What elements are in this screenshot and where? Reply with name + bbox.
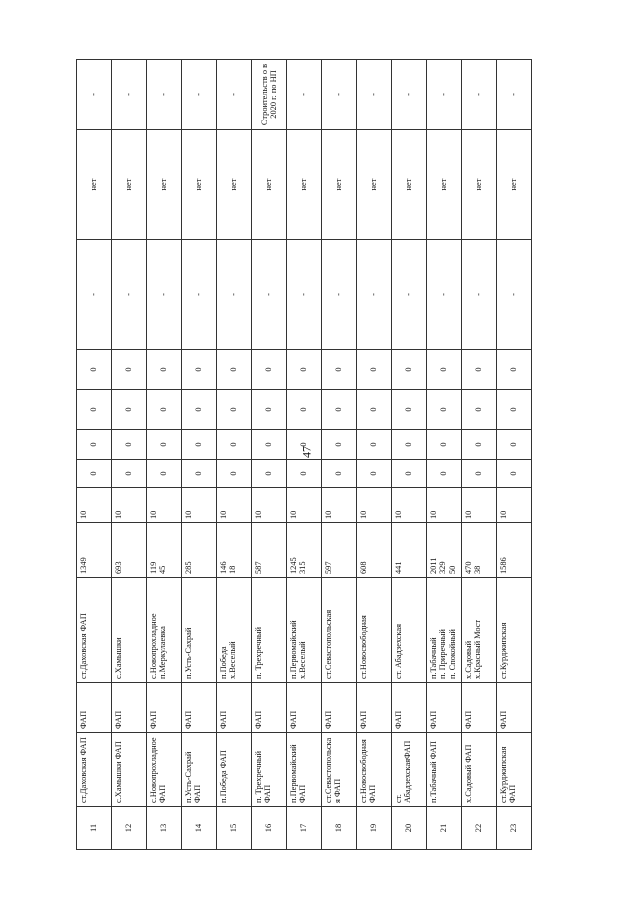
facilities-table [76, 59, 532, 850]
facility-type: ФАП [462, 683, 497, 733]
note-cell: - [182, 60, 217, 130]
dash-cell: - [112, 240, 147, 350]
value-cell: 0 [217, 350, 252, 390]
value-cell: 0 [497, 460, 532, 488]
value-cell: 0 [357, 350, 392, 390]
row-number: 20 [392, 807, 427, 850]
dash-cell: - [287, 240, 322, 350]
table-row [217, 60, 252, 850]
dash-cell: - [77, 240, 112, 350]
population: 441 [392, 523, 427, 578]
table-container [76, 60, 613, 850]
value-cell: 0 [392, 350, 427, 390]
capacity: 10 [147, 488, 182, 523]
value-cell: 0 [252, 430, 287, 460]
served-settlements: п. Трехречный [252, 578, 287, 683]
value-cell: 0 [182, 350, 217, 390]
row-number: 18 [322, 807, 357, 850]
row-number: 17 [287, 807, 322, 850]
served-settlements: ст.Даховская ФАП [77, 578, 112, 683]
facility-name: п.Первомайский ФАП [287, 733, 322, 807]
row-number: 16 [252, 807, 287, 850]
population: 2011 329 50 [427, 523, 462, 578]
facility-name: п.Усть-Сахрай ФАП [182, 733, 217, 807]
table-row [252, 60, 287, 850]
facility-name: х.Садовый ФАП [462, 733, 497, 807]
served-settlements: п.Усть-Сахрай [182, 578, 217, 683]
note-cell: - [147, 60, 182, 130]
table-row [287, 60, 322, 850]
served-settlements: х.Садовый х.Красный Мост [462, 578, 497, 683]
status-cell: нет [392, 130, 427, 240]
value-cell: 0 [392, 390, 427, 430]
row-number: 22 [462, 807, 497, 850]
status-cell: нет [497, 130, 532, 240]
facility-name: п.Победа ФАП [217, 733, 252, 807]
table-row [427, 60, 462, 850]
status-cell: нет [217, 130, 252, 240]
table-row [182, 60, 217, 850]
capacity: 10 [217, 488, 252, 523]
row-number: 21 [427, 807, 462, 850]
value-cell: 0 [182, 430, 217, 460]
capacity: 10 [112, 488, 147, 523]
value-cell: 0 [322, 430, 357, 460]
status-cell: нет [322, 130, 357, 240]
value-cell: 0 [182, 390, 217, 430]
value-cell: 0 [217, 390, 252, 430]
facility-type: ФАП [287, 683, 322, 733]
dash-cell: - [392, 240, 427, 350]
facility-name: ст.Севастопольска я ФАП [322, 733, 357, 807]
status-cell: нет [112, 130, 147, 240]
facility-name: п. Трехречный ФАП [252, 733, 287, 807]
value-cell: 0 [112, 390, 147, 430]
served-settlements: п.Победа х.Веселый [217, 578, 252, 683]
status-cell: нет [147, 130, 182, 240]
dash-cell: - [322, 240, 357, 350]
value-cell: 0 [462, 350, 497, 390]
facility-type: ФАП [147, 683, 182, 733]
value-cell: 0 [217, 460, 252, 488]
value-cell: 0 [497, 390, 532, 430]
value-cell: 0 [147, 350, 182, 390]
row-number: 11 [77, 807, 112, 850]
population: 470 38 [462, 523, 497, 578]
note-cell: - [322, 60, 357, 130]
capacity: 10 [182, 488, 217, 523]
value-cell: 0 [287, 390, 322, 430]
value-cell: 0 [322, 390, 357, 430]
capacity: 10 [427, 488, 462, 523]
value-cell: 0 [357, 430, 392, 460]
note-cell: - [357, 60, 392, 130]
table-row [497, 60, 532, 850]
row-number: 13 [147, 807, 182, 850]
capacity: 10 [252, 488, 287, 523]
served-settlements: ст.Курджипская [497, 578, 532, 683]
value-cell: 0 [322, 460, 357, 488]
value-cell: 0 [287, 430, 322, 460]
note-cell: - [497, 60, 532, 130]
facility-type: ФАП [497, 683, 532, 733]
value-cell: 0 [392, 460, 427, 488]
value-cell: 0 [77, 460, 112, 488]
served-settlements: ст.Новосвободная [357, 578, 392, 683]
status-cell: нет [252, 130, 287, 240]
dash-cell: - [357, 240, 392, 350]
note-cell: - [77, 60, 112, 130]
served-settlements: п.Первомайский х.Веселый [287, 578, 322, 683]
table-row [392, 60, 427, 850]
status-cell: нет [77, 130, 112, 240]
row-number: 14 [182, 807, 217, 850]
status-cell: нет [287, 130, 322, 240]
facility-type: ФАП [112, 683, 147, 733]
population: 146 18 [217, 523, 252, 578]
note-cell: - [112, 60, 147, 130]
facility-type: ФАП [252, 683, 287, 733]
population: 119 45 [147, 523, 182, 578]
capacity: 10 [77, 488, 112, 523]
table-row [112, 60, 147, 850]
value-cell: 0 [252, 350, 287, 390]
value-cell: 0 [147, 390, 182, 430]
note-cell: - [217, 60, 252, 130]
value-cell: 0 [252, 460, 287, 488]
served-settlements: ст. Абадзехская [392, 578, 427, 683]
served-settlements: п.Табачный п. Приречный п. Спокойный [427, 578, 462, 683]
table-row [462, 60, 497, 850]
facility-type: ФАП [322, 683, 357, 733]
population: 608 [357, 523, 392, 578]
row-number: 19 [357, 807, 392, 850]
facility-name: ст.Новосвободная ФАП [357, 733, 392, 807]
facility-type: ФАП [217, 683, 252, 733]
dash-cell: - [462, 240, 497, 350]
dash-cell: - [147, 240, 182, 350]
served-settlements: с.Новопрохладное п.Меркулаевка [147, 578, 182, 683]
status-cell: нет [462, 130, 497, 240]
table-row [147, 60, 182, 850]
status-cell: нет [182, 130, 217, 240]
capacity: 10 [462, 488, 497, 523]
value-cell: 0 [357, 460, 392, 488]
value-cell: 0 [462, 390, 497, 430]
facility-name: п.Табачный ФАП [427, 733, 462, 807]
served-settlements: ст.Севастопольская [322, 578, 357, 683]
population: 1245 315 [287, 523, 322, 578]
value-cell: 0 [112, 430, 147, 460]
dash-cell: - [217, 240, 252, 350]
value-cell: 0 [147, 460, 182, 488]
dash-cell: - [182, 240, 217, 350]
value-cell: 0 [287, 350, 322, 390]
capacity: 10 [287, 488, 322, 523]
facility-type: ФАП [392, 683, 427, 733]
note-cell: Строительств о в 2020 г. по НП [252, 60, 287, 130]
note-cell: - [462, 60, 497, 130]
row-number: 15 [217, 807, 252, 850]
value-cell: 0 [357, 390, 392, 430]
dash-cell: - [427, 240, 462, 350]
population: 285 [182, 523, 217, 578]
value-cell: 0 [77, 430, 112, 460]
value-cell: 0 [497, 430, 532, 460]
value-cell: 0 [322, 350, 357, 390]
value-cell: 0 [427, 350, 462, 390]
table-row [322, 60, 357, 850]
dash-cell: - [252, 240, 287, 350]
facility-type: ФАП [182, 683, 217, 733]
facility-type: ФАП [427, 683, 462, 733]
dash-cell: - [497, 240, 532, 350]
served-settlements: с.Хамышки [112, 578, 147, 683]
value-cell: 0 [182, 460, 217, 488]
facility-name: с.Новопрохладное ФАП [147, 733, 182, 807]
table-row [77, 60, 112, 850]
value-cell: 0 [77, 390, 112, 430]
row-number: 12 [112, 807, 147, 850]
value-cell: 0 [112, 350, 147, 390]
capacity: 10 [497, 488, 532, 523]
value-cell: 0 [77, 350, 112, 390]
facility-name: с.Хамышки ФАП [112, 733, 147, 807]
value-cell: 0 [462, 430, 497, 460]
value-cell: 0 [497, 350, 532, 390]
value-cell: 0 [287, 460, 322, 488]
facility-type: ФАП [357, 683, 392, 733]
value-cell: 0 [427, 430, 462, 460]
facility-name: ст.Даховская ФАП [77, 733, 112, 807]
facility-type: ФАП [77, 683, 112, 733]
value-cell: 0 [392, 430, 427, 460]
value-cell: 0 [112, 460, 147, 488]
status-cell: нет [357, 130, 392, 240]
capacity: 10 [357, 488, 392, 523]
facility-name: ст. АбадзехскаяФАП [392, 733, 427, 807]
population: 693 [112, 523, 147, 578]
row-number: 23 [497, 807, 532, 850]
value-cell: 0 [427, 390, 462, 430]
capacity: 10 [322, 488, 357, 523]
population: 1586 [497, 523, 532, 578]
facility-name: ст.Курджипская ФАП [497, 733, 532, 807]
note-cell: - [427, 60, 462, 130]
capacity: 10 [392, 488, 427, 523]
table-row [357, 60, 392, 850]
note-cell: - [392, 60, 427, 130]
value-cell: 0 [252, 390, 287, 430]
population: 1349 [77, 523, 112, 578]
value-cell: 0 [462, 460, 497, 488]
value-cell: 0 [147, 430, 182, 460]
note-cell: - [287, 60, 322, 130]
value-cell: 0 [217, 430, 252, 460]
status-cell: нет [427, 130, 462, 240]
population: 587 [252, 523, 287, 578]
population: 597 [322, 523, 357, 578]
value-cell: 0 [427, 460, 462, 488]
